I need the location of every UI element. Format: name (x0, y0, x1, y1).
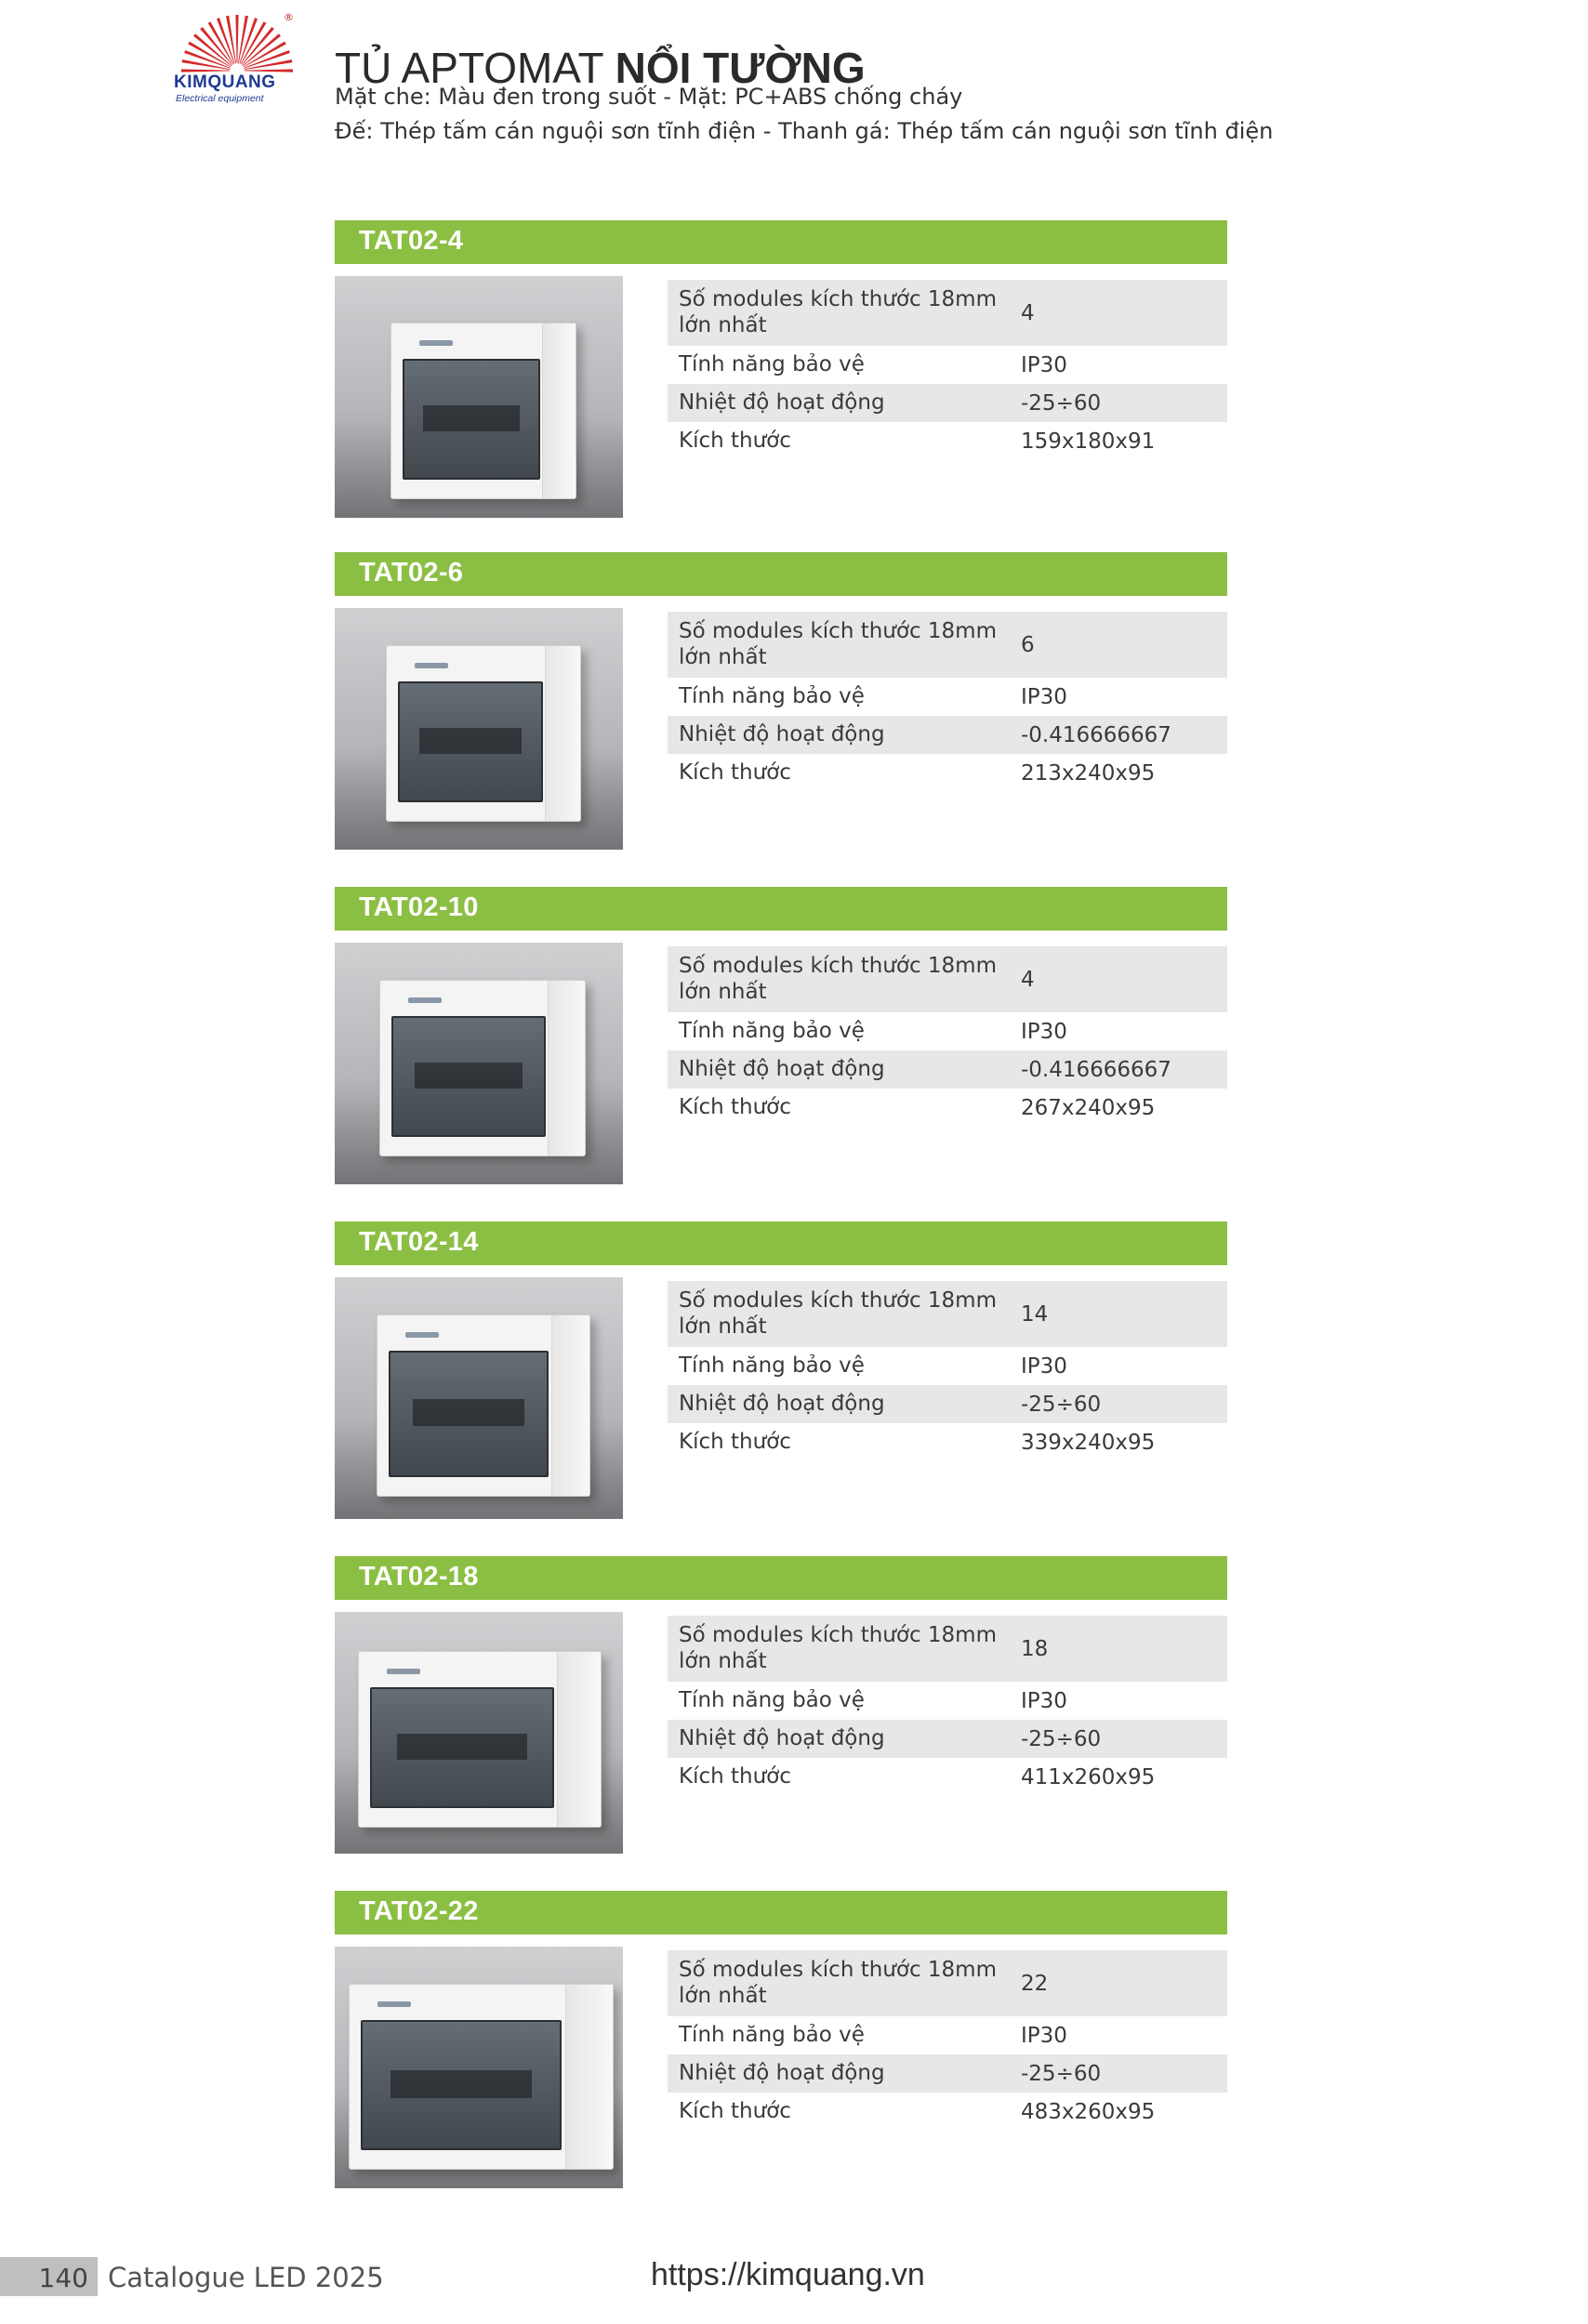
spec-value: IP30 (1021, 2023, 1067, 2048)
brand-name: KIMQUANG (174, 73, 276, 92)
breaker-slot (390, 2070, 533, 2098)
logo-ray (226, 16, 236, 63)
spec-row (668, 1720, 1227, 1758)
spec-label: Tính năng bảo vệ (679, 2022, 865, 2047)
product-block (335, 1221, 1227, 1519)
subtitle-base-material: Đế: Thép tấm cán nguội sơn tĩnh điện - Thanh gá: Thép tấm cán nguội sơn tĩnh điện (335, 118, 1274, 144)
model-name: TAT02-22 (359, 1896, 479, 1926)
spec-label: Số modules kích thước 18mm lớn nhất (668, 1281, 1010, 1347)
spec-table (668, 946, 1227, 1127)
spec-value: 4 (1010, 946, 1227, 1012)
brand-label-icon (405, 1332, 439, 1338)
enclosure-side (557, 1652, 601, 1827)
model-name: TAT02-4 (359, 226, 464, 256)
spec-row (668, 612, 1227, 678)
enclosure-side (545, 646, 580, 821)
spec-value: -0.416666667 (1010, 716, 1227, 754)
product-photo (335, 943, 623, 1184)
model-header-bar (335, 887, 1227, 931)
transparent-cover (361, 2020, 562, 2150)
logo-ray (235, 15, 238, 63)
spec-table (668, 280, 1227, 460)
brand-tagline: Electrical equipment (176, 93, 264, 104)
product-photo (335, 1612, 623, 1854)
spec-label: Số modules kích thước 18mm lớn nhất (668, 946, 1010, 1012)
spec-row (668, 384, 1227, 422)
breaker-slot (423, 405, 520, 431)
spec-row (668, 1758, 1227, 1796)
spec-value: -25÷60 (1010, 1720, 1227, 1758)
spec-label: Kích thước (679, 1094, 791, 1119)
spec-label: Số modules kích thước 18mm lớn nhất (668, 1950, 1010, 2016)
transparent-cover (370, 1687, 554, 1808)
page-number-tab (0, 2257, 98, 2296)
spec-row (668, 1616, 1227, 1682)
breaker-slot (397, 1734, 527, 1760)
spec-label: Nhiệt độ hoạt động (668, 384, 1010, 422)
brand-label-icon (387, 1669, 420, 1674)
spec-row (668, 1682, 1227, 1720)
spec-value: 22 (1010, 1950, 1227, 2016)
product-block (335, 1556, 1227, 1854)
transparent-cover (398, 681, 543, 802)
model-header-bar (335, 1891, 1227, 1934)
spec-label: Tính năng bảo vệ (679, 351, 865, 376)
brand-label-icon (408, 997, 442, 1003)
spec-value: 213x240x95 (1021, 760, 1156, 786)
spec-value: IP30 (1021, 1688, 1067, 1713)
spec-value: IP30 (1021, 352, 1067, 377)
spec-value: 18 (1010, 1616, 1227, 1682)
spec-value: -25÷60 (1010, 1385, 1227, 1423)
transparent-cover (389, 1351, 549, 1477)
registered-mark: ® (284, 11, 294, 23)
spec-row (668, 280, 1227, 346)
spec-label: Tính năng bảo vệ (679, 1687, 865, 1712)
spec-value: 4 (1010, 280, 1227, 346)
enclosure-illustration (379, 980, 586, 1156)
spec-row (668, 2054, 1227, 2093)
spec-label: Nhiệt độ hoạt động (668, 1050, 1010, 1089)
spec-label: Kích thước (679, 2098, 791, 2123)
model-name: TAT02-18 (359, 1562, 479, 1591)
page-number: 140 (38, 2263, 88, 2293)
brand-label-icon (415, 663, 448, 668)
product-block (335, 220, 1227, 518)
model-name: TAT02-6 (359, 558, 464, 588)
spec-value: 14 (1010, 1281, 1227, 1347)
spec-label: Kích thước (679, 759, 791, 785)
spec-label: Tính năng bảo vệ (679, 1018, 865, 1043)
product-photo (335, 1947, 623, 2188)
spec-table (668, 1950, 1227, 2131)
spec-label: Tính năng bảo vệ (679, 683, 865, 708)
spec-label: Nhiệt độ hoạt động (668, 716, 1010, 754)
spec-row (668, 946, 1227, 1012)
product-photo (335, 608, 623, 850)
model-header-bar (335, 1556, 1227, 1600)
brand-label-icon (419, 340, 453, 346)
spec-table (668, 612, 1227, 792)
spec-label: Nhiệt độ hoạt động (668, 2054, 1010, 2093)
spec-value: IP30 (1021, 1019, 1067, 1044)
spec-value: 6 (1010, 612, 1227, 678)
breaker-slot (413, 1399, 525, 1426)
logo-ray (182, 59, 231, 70)
product-photo (335, 276, 623, 518)
enclosure-illustration (358, 1651, 602, 1828)
website-link[interactable]: https://kimquang.vn (651, 2257, 925, 2292)
spec-table (668, 1281, 1227, 1461)
spec-row (668, 1050, 1227, 1089)
model-header-bar (335, 220, 1227, 264)
spec-value: 483x260x95 (1021, 2099, 1156, 2124)
spec-row (668, 1012, 1227, 1050)
title-regular: TỦ APTOMAT (335, 44, 615, 92)
spec-row (668, 422, 1227, 460)
product-photo (335, 1277, 623, 1519)
breaker-slot (415, 1063, 523, 1089)
spec-row (668, 2016, 1227, 2054)
spec-label: Kích thước (679, 1763, 791, 1789)
spec-label: Số modules kích thước 18mm lớn nhất (668, 612, 1010, 678)
spec-label: Kích thước (679, 1429, 791, 1454)
spec-value: -25÷60 (1010, 384, 1227, 422)
spec-value: 267x240x95 (1021, 1095, 1156, 1120)
enclosure-side (551, 1315, 589, 1496)
spec-value: 339x240x95 (1021, 1430, 1156, 1455)
logo-ray (245, 59, 293, 70)
product-block (335, 552, 1227, 850)
enclosure-illustration (349, 1984, 614, 2170)
spec-table (668, 1616, 1227, 1796)
spec-row (668, 678, 1227, 716)
spec-value: IP30 (1021, 1353, 1067, 1379)
spec-label: Nhiệt độ hoạt động (668, 1720, 1010, 1758)
spec-value: 159x180x91 (1021, 429, 1156, 454)
spec-label: Số modules kích thước 18mm lớn nhất (668, 280, 1010, 346)
spec-value: IP30 (1021, 684, 1067, 709)
spec-label: Tính năng bảo vệ (679, 1353, 865, 1378)
spec-label: Số modules kích thước 18mm lớn nhất (668, 1616, 1010, 1682)
subtitle-cover-material: Mặt che: Màu đen trong suốt - Mặt: PC+ABS chống cháy (335, 84, 963, 110)
enclosure-side (565, 1985, 613, 2169)
transparent-cover (391, 1016, 546, 1137)
spec-row (668, 1089, 1227, 1127)
spec-value: -0.416666667 (1010, 1050, 1227, 1089)
spec-row (668, 1347, 1227, 1385)
product-block (335, 1891, 1227, 2188)
spec-row (668, 346, 1227, 384)
brand-label-icon (377, 2001, 411, 2007)
model-header-bar (335, 1221, 1227, 1265)
model-name: TAT02-10 (359, 892, 479, 922)
breaker-slot (419, 728, 521, 754)
enclosure-illustration (377, 1314, 590, 1497)
spec-row (668, 716, 1227, 754)
spec-row (668, 754, 1227, 792)
spec-row (668, 1950, 1227, 2016)
spec-row (668, 2093, 1227, 2131)
title-bold: NỔI TƯỜNG (615, 44, 866, 92)
spec-row (668, 1281, 1227, 1347)
spec-label: Kích thước (679, 428, 791, 453)
model-name: TAT02-14 (359, 1227, 479, 1257)
spec-row (668, 1423, 1227, 1461)
enclosure-side (542, 324, 576, 498)
product-block (335, 887, 1227, 1184)
enclosure-illustration (386, 645, 581, 822)
model-header-bar (335, 552, 1227, 596)
spec-value: 411x260x95 (1021, 1764, 1156, 1789)
enclosure-side (548, 981, 585, 1155)
transparent-cover (403, 359, 540, 480)
spec-label: Nhiệt độ hoạt động (668, 1385, 1010, 1423)
spec-row (668, 1385, 1227, 1423)
catalogue-title: Catalogue LED 2025 (108, 2262, 384, 2293)
enclosure-illustration (390, 323, 576, 499)
spec-value: -25÷60 (1010, 2054, 1227, 2093)
kimquang-logo (172, 11, 302, 104)
logo-ray (238, 16, 248, 63)
